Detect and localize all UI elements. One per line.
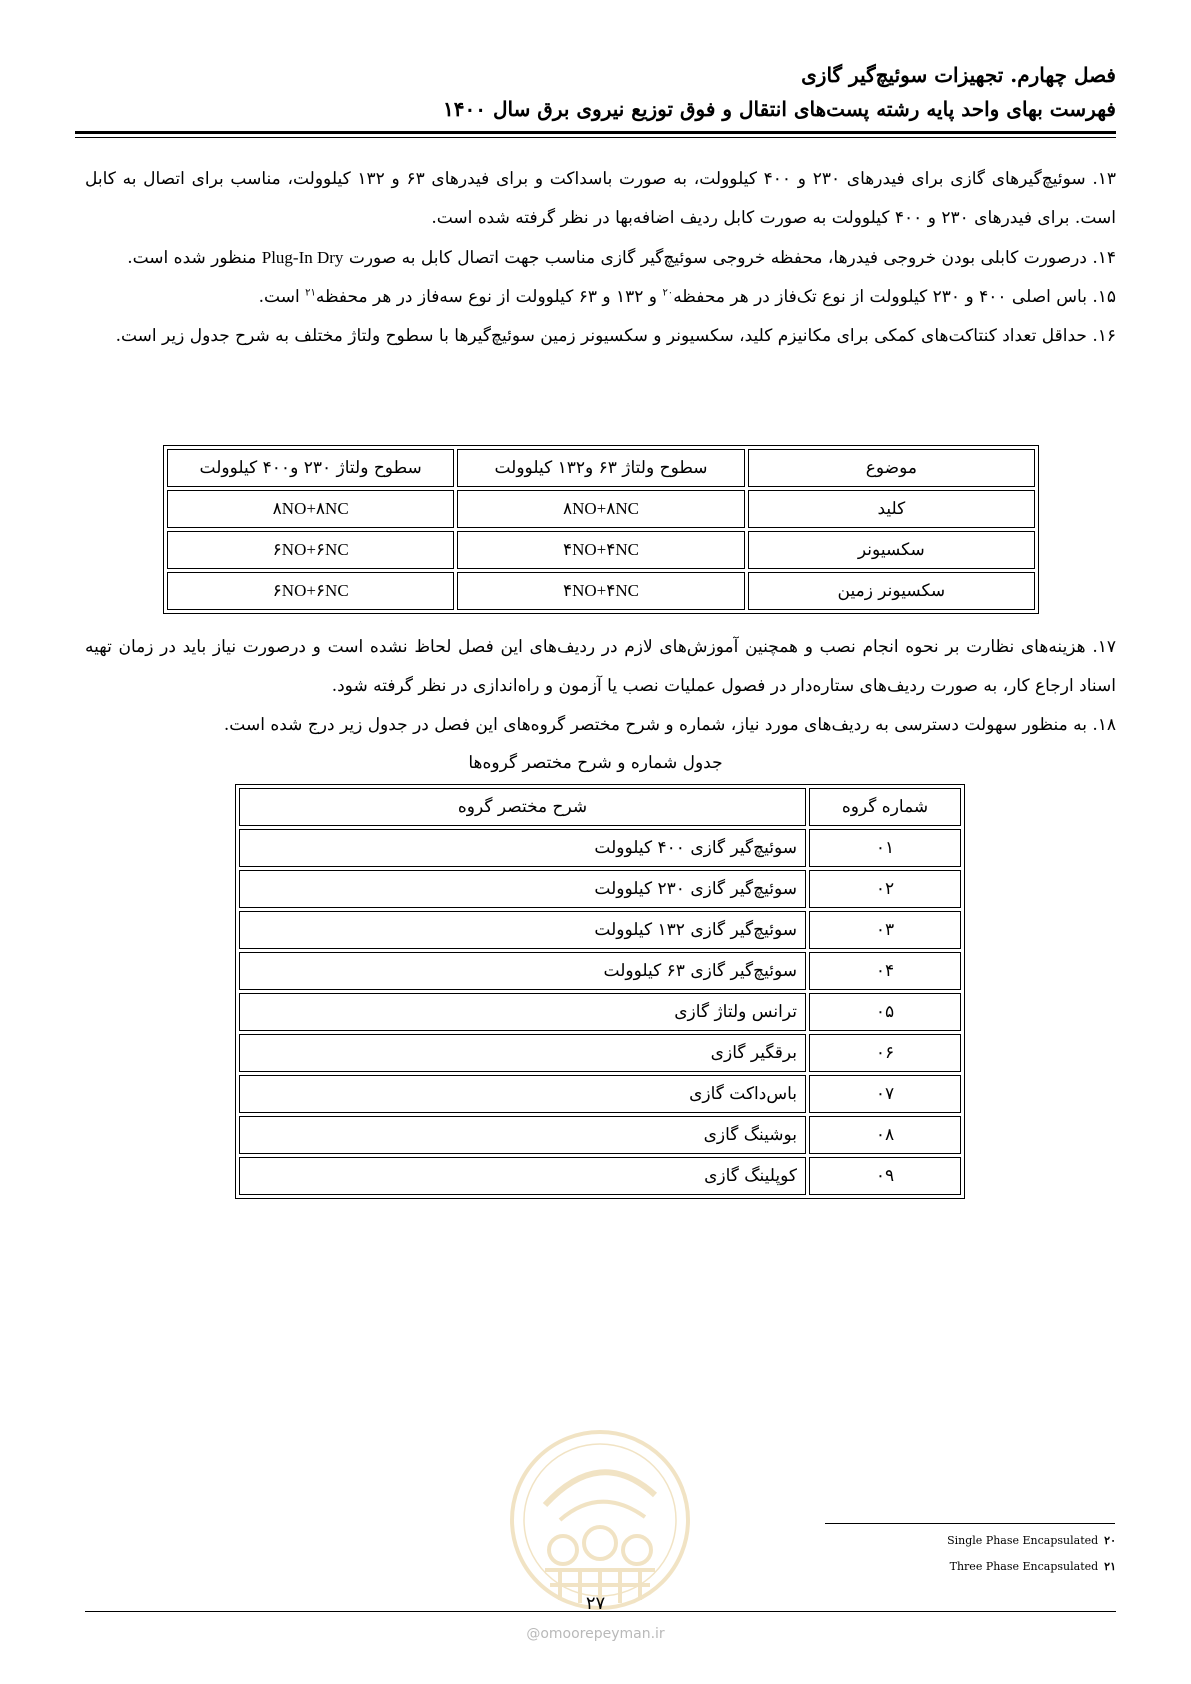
- paragraph-17: ۱۷. هزینه‌های نظارت بر نحوه انجام نصب و همچنین آموزش‌های لازم در ردیف‌های این فصل لحاظ نشده است و درصورت نیاز باید در زمان تهیه اسناد ارجاع کار، به صورت ردیف‌های ستاره‌دار در فصول عملیات نصب یا آزمون و راه‌اندازی در نظر گرفته شود.: [85, 637, 1116, 696]
- value-cell: ۶NO+۶NC: [167, 531, 454, 569]
- paragraph-15-part-a: ۱۵. باس اصلی ۴۰۰ و ۲۳۰ کیلوولت از نوع تک‌فاز در هر محفظه: [673, 287, 1116, 307]
- watermark-site: @omoorepeyman.ir: [526, 1626, 665, 1642]
- group-description: کوپلینگ گازی: [239, 1157, 806, 1195]
- footnote-21: [700, 1554, 1116, 1580]
- value-cell: ۸NO+۸NC: [167, 490, 454, 528]
- group-description: سوئیچ‌گیر گازی ۱۳۲ کیلوولت: [239, 911, 806, 949]
- body-text: [85, 160, 1116, 356]
- header-rule-thick: [75, 131, 1116, 134]
- group-description: برقگیر گازی: [239, 1034, 806, 1072]
- page-header: [75, 58, 1116, 126]
- paragraph-15: [85, 278, 1116, 317]
- group-number: ۰۸: [809, 1116, 961, 1154]
- table-row: [239, 829, 961, 867]
- table-row: [239, 1075, 961, 1113]
- watermark-seal-icon: [505, 1425, 695, 1615]
- group-table-caption: جدول شماره و شرح مختصر گروه‌ها: [468, 753, 723, 773]
- auxiliary-contacts-table: [163, 445, 1039, 614]
- group-description: باس‌داکت گازی: [239, 1075, 806, 1113]
- paragraph-15-part-b: و ۱۳۲ و ۶۳ کیلوولت از نوع سه‌فاز در هر محفظه: [315, 287, 663, 307]
- group-description: سوئیچ‌گیر گازی ۴۰۰ کیلوولت: [239, 829, 806, 867]
- table-row: [239, 993, 961, 1031]
- table-row: [239, 952, 961, 990]
- group-description: ترانس ولتاژ گازی: [239, 993, 806, 1031]
- footnote-ref-21[interactable]: ۲۱: [305, 287, 316, 299]
- subject-cell: سکسیونر زمین: [748, 572, 1035, 610]
- group-table: [235, 784, 965, 1199]
- group-number: ۰۴: [809, 952, 961, 990]
- value-cell: ۴NO+۴NC: [457, 531, 744, 569]
- header-voltage-230-400: سطوح ولتاژ ۲۳۰ و۴۰۰ کیلوولت: [167, 449, 454, 487]
- header-voltage-63-132: سطوح ولتاژ ۶۳ و۱۳۲ کیلوولت: [457, 449, 744, 487]
- footnote-ref-20[interactable]: ۲۰: [662, 287, 674, 299]
- paragraph-15-part-c: است.: [258, 287, 306, 307]
- footnote-number: ۲۱: [1104, 1560, 1116, 1573]
- chapter-title: فصل چهارم. تجهیزات سوئیچ‌گیر گازی: [801, 63, 1116, 87]
- group-description: بوشینگ گازی: [239, 1116, 806, 1154]
- value-cell: ۴NO+۴NC: [457, 572, 744, 610]
- table-row: [239, 870, 961, 908]
- footnote-rule: [825, 1523, 1115, 1524]
- footnote-number: ۲۰: [1104, 1534, 1116, 1547]
- paragraph-18: ۱۸. به منظور سهولت دسترسی به ردیف‌های مورد نیاز، شماره و شرح مختصر گروه‌های این فصل در جدول زیر درج شده است.: [223, 715, 1116, 735]
- value-cell: ۸NO+۸NC: [457, 490, 744, 528]
- subject-cell: کلید: [748, 490, 1035, 528]
- paragraph-13: ۱۳. سوئیچ‌گیرهای گازی برای فیدرهای ۲۳۰ و ۴۰۰ کیلوولت، به صورت باسداکت و برای فیدرهای ۶۳ و ۱۳۲ کیلوولت، مناسب برای اتصال به کابل است. برای فیدرهای ۲۳۰ و ۴۰۰ کیلوولت به صورت کابل ردیف اضافه‌بها در نظر گرفته شده است.: [85, 169, 1116, 228]
- group-number: ۰۱: [809, 829, 961, 867]
- footnote-text: Three Phase Encapsulated: [949, 1560, 1099, 1573]
- group-description: سوئیچ‌گیر گازی ۶۳ کیلوولت: [239, 952, 806, 990]
- group-number: ۰۶: [809, 1034, 961, 1072]
- table-row: [239, 911, 961, 949]
- footnotes: [700, 1528, 1116, 1580]
- value-cell: ۶NO+۶NC: [167, 572, 454, 610]
- group-number: ۰۷: [809, 1075, 961, 1113]
- table-row: [239, 1034, 961, 1072]
- header-group-number: شماره گروه: [809, 788, 961, 826]
- group-number: ۰۳: [809, 911, 961, 949]
- table-row: [167, 531, 1035, 569]
- table-row: [239, 1116, 961, 1154]
- group-number: ۰۵: [809, 993, 961, 1031]
- group-number: ۰۹: [809, 1157, 961, 1195]
- page-number: ۲۷: [585, 1593, 606, 1614]
- paragraph-14-part-b: منظور شده است.: [127, 248, 257, 268]
- body-text-continued: [85, 628, 1116, 745]
- table-row: [239, 1157, 961, 1195]
- plug-in-dry-term: Plug-In Dry: [261, 248, 344, 267]
- document-subtitle: فهرست بهای واحد پایه رشته پست‌های انتقال و فوق توزیع نیروی برق سال ۱۴۰۰: [443, 97, 1116, 121]
- subject-cell: سکسیونر: [748, 531, 1035, 569]
- table-row: [167, 490, 1035, 528]
- group-number: ۰۲: [809, 870, 961, 908]
- table-row: [167, 572, 1035, 610]
- footer-rule: [85, 1611, 1116, 1612]
- paragraph-16: ۱۶. حداقل تعداد کنتاکت‌های کمکی برای مکانیزم کلید، سکسیونر و سکسیونر زمین سوئیچ‌گیرها با سطوح ولتاژ مختلف به شرح جدول زیر است.: [115, 326, 1116, 346]
- footnote-text: Single Phase Encapsulated: [947, 1534, 1099, 1547]
- header-group-description: شرح مختصر گروه: [239, 788, 806, 826]
- footnote-20: [700, 1528, 1116, 1554]
- header-rule-thin: [75, 137, 1116, 138]
- paragraph-14: [85, 238, 1116, 278]
- table-header-row: [239, 788, 961, 826]
- paragraph-14-part-a: ۱۴. درصورت کابلی بودن خروجی فیدرها، محفظه خروجی سوئیچ‌گیر گازی مناسب جهت اتصال کابل به صورت: [348, 248, 1116, 268]
- group-description: سوئیچ‌گیر گازی ۲۳۰ کیلوولت: [239, 870, 806, 908]
- header-subject: موضوع: [748, 449, 1035, 487]
- table-header-row: [167, 449, 1035, 487]
